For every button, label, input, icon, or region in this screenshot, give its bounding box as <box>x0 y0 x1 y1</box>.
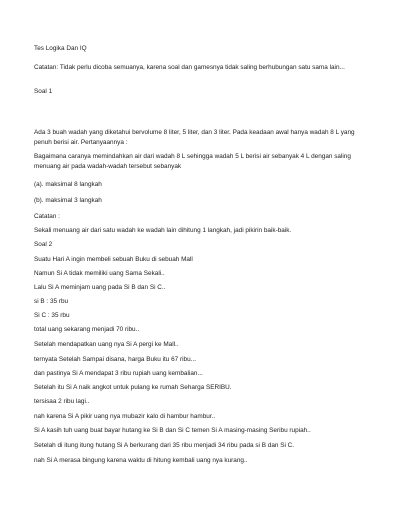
catatan-label: Catatan : <box>34 213 60 220</box>
soal2-line: Lalu Si A meminjam uang pada Si B dan Si C.. <box>34 284 166 291</box>
soal2-line: Si A kasih tuh uang buat bayar hutang ke Si B dan Si C temen Si A masing-masing Seribu rupiah.. <box>34 427 311 434</box>
soal2-line: si B : 35 rbu <box>34 298 69 305</box>
soal2-line: Si C : 35 rbu <box>34 312 70 319</box>
soal2-line: dan pastinya Si A mendapat 3 ribu rupiah uang kembalian... <box>34 370 203 377</box>
soal2-heading: Soal 2 <box>34 241 53 248</box>
soal1-detail: Bagaimana caranya memindahkan air dari wadah 8 L sehingga wadah 5 L berisi air sebanyak 4 L dengan saling menuang air pada wadah-wadah tersebut sebanyak <box>34 153 351 170</box>
soal2-line: nah Si A merasa bingung karena waktu di hitung kembali uang nya kurang.. <box>34 457 248 464</box>
soal1-heading: Soal 1 <box>34 88 53 95</box>
soal2-line: Setelah mendapatkan uang nya Si A pergi ke Mall.. <box>34 341 179 348</box>
soal2-line: Setelah di itung itung hutang Si A berkurang dari 35 ribu menjadi 34 ribu pada si B dan Si C. <box>34 442 295 449</box>
soal2-line: Namun Si A tidak memiliki uang Sama Sekali.. <box>34 270 165 277</box>
soal2-line: Suatu Hari A ingin membeli sebuah Buku di sebuah Mall <box>34 256 193 263</box>
soal2-line: nah karena Si A pikir uang nya mubazir kalo di hambur hambur.. <box>34 413 216 420</box>
soal2-line: total uang sekarang menjadi 70 ribu.. <box>34 326 140 333</box>
catatan-text: Sekali menuang air dari satu wadah ke wadah lain dihitung 1 langkah, jadi pikirin baik-baik. <box>34 227 292 234</box>
soal2-line: tersisaa 2 ribu lagi.. <box>34 398 90 405</box>
soal1-question: Ada 3 buah wadah yang diketahui bervolume 8 liter, 5 liter, dan 3 liter. Pada keadaan awal hanya wadah 8 L yang penuh berisi air. Pertanyaannya : <box>34 129 355 146</box>
option-b: (b). maksimal 3 langkah <box>34 197 102 204</box>
soal2-line: Setelah itu Si A naik angkot untuk pulang ke rumah Seharga SERIBU. <box>34 384 232 391</box>
option-a: (a). maksimal 8 langkah <box>34 181 102 188</box>
soal2-line: ternyata Setelah Sampai disana, harga Buku itu 67 ribu... <box>34 356 196 363</box>
note-paragraph: Catatan: Tidak perlu dicoba semuanya, karena soal dan gamesnya tidak saling berhubungan satu sama lain... <box>34 64 345 71</box>
document-title: Tes Logika Dan IQ <box>34 45 87 52</box>
